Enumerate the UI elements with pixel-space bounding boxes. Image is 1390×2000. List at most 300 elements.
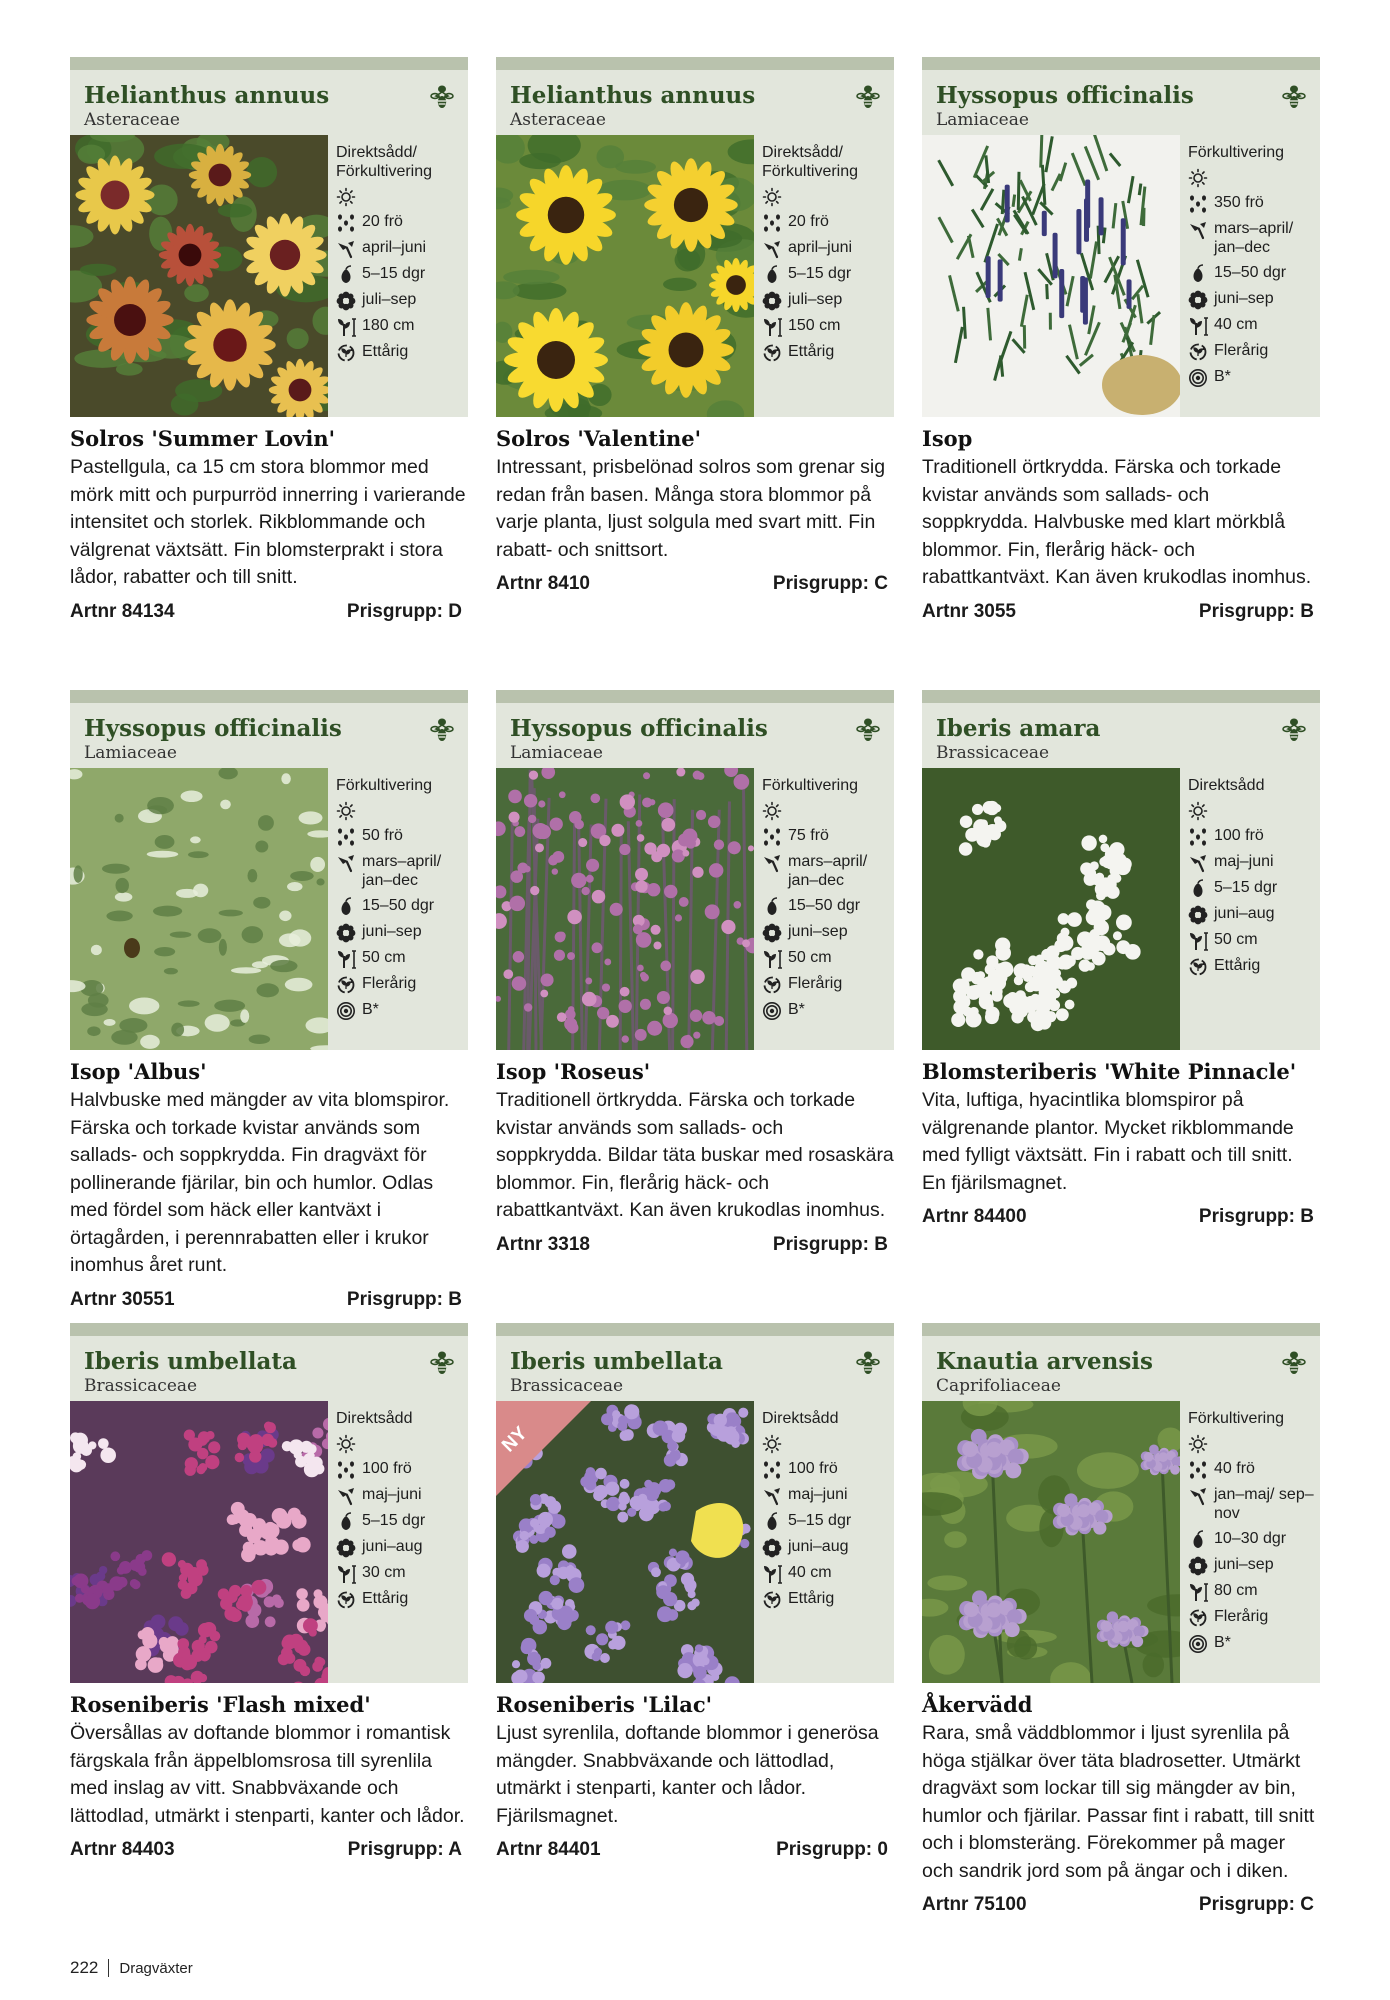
attribute-row xyxy=(1188,853,1318,873)
cultivation-info xyxy=(1188,144,1318,388)
product-description: Traditionell örtkrydda. Färska och torkade kvistar används som sallads- och soppkrydda. Halvbuske med klart mörkblå blommor. Fin, flerårig häck- och rabattkantväxt. Kan även krukodlas inomhus. xyxy=(922,456,1312,588)
plant-family: Lamiaceae xyxy=(936,110,1029,130)
card-header xyxy=(70,690,468,1050)
lifecycle-icon xyxy=(1188,1608,1208,1628)
attribute-value: Ettårig xyxy=(1214,956,1261,974)
attribute-row xyxy=(762,1486,892,1506)
attribute-value: maj–juni xyxy=(362,1485,422,1503)
card-header xyxy=(922,57,1320,417)
price-group xyxy=(776,1839,888,1861)
section-name: Dragväxter xyxy=(119,1959,193,1977)
card-header xyxy=(496,690,894,1050)
attribute-row xyxy=(1188,342,1318,362)
artnr-value: 84400 xyxy=(973,1206,1027,1227)
sowing-icon xyxy=(762,853,782,873)
plant-photo xyxy=(922,768,1180,1050)
artnr-label: Artnr xyxy=(922,600,969,622)
prisgrupp-value: A xyxy=(448,1839,462,1860)
flower-icon xyxy=(336,1538,356,1558)
scientific-name: Helianthus annuus xyxy=(84,82,330,109)
product-footer xyxy=(70,1839,468,1861)
attribute-row xyxy=(336,239,466,259)
height-icon xyxy=(336,1564,356,1584)
sun-icon xyxy=(1188,1434,1208,1454)
new-badge-label: NY xyxy=(498,1422,532,1457)
attribute-value: 50 cm xyxy=(788,948,832,966)
cultivation-info xyxy=(762,1410,892,1610)
attribute-row xyxy=(1188,194,1318,214)
germination-icon xyxy=(1188,879,1208,899)
germination-icon xyxy=(336,265,356,285)
attribute-row xyxy=(762,213,892,233)
attribute-value: B* xyxy=(1214,367,1231,385)
lifecycle-icon xyxy=(336,975,356,995)
lifecycle-icon xyxy=(762,343,782,363)
lifecycle-icon xyxy=(1188,957,1208,977)
attribute-value: juni–aug xyxy=(362,1537,423,1555)
cultivation-info xyxy=(336,1410,466,1610)
attribute-row xyxy=(762,1512,892,1532)
height-icon xyxy=(336,949,356,969)
product-description: Rara, små väddblommor i ljust syrenlila på höga stjälkar över täta bladrosetter. Utmärkt dragväxt som lockar till sig mängder av bin, humlor och fjärilar. Passar fint i rabatt, till snitt och i blomsteräng. Förekommer på mager och sandrik jord som på ängar och i diken. xyxy=(922,1722,1315,1882)
bee-icon xyxy=(1282,717,1306,745)
seeds-icon xyxy=(1188,194,1208,214)
attribute-row xyxy=(762,291,892,311)
product-name: Solros 'Summer Lovin' xyxy=(70,426,336,451)
attribute-value: maj–juni xyxy=(1214,852,1274,870)
attribute-row xyxy=(336,1434,466,1454)
height-icon xyxy=(1188,1582,1208,1602)
sun-icon xyxy=(1188,168,1208,188)
cultivation-method: Förkultivering xyxy=(1188,144,1285,161)
sowing-icon xyxy=(1188,1486,1208,1506)
attribute-value: 10–30 dgr xyxy=(1214,1529,1287,1547)
attribute-row xyxy=(762,801,892,821)
cultivation-info xyxy=(336,144,466,363)
product-card xyxy=(922,690,1320,1228)
attribute-row xyxy=(336,1460,466,1480)
attribute-row xyxy=(1188,801,1318,821)
attribute-row xyxy=(1188,1486,1318,1524)
footer-divider xyxy=(108,1959,109,1977)
plant-family: Lamiaceae xyxy=(510,743,603,763)
price-group xyxy=(773,573,888,595)
sowing-icon xyxy=(336,1486,356,1506)
product-footer xyxy=(496,1234,894,1256)
attribute-row xyxy=(336,1001,466,1021)
attribute-value: B* xyxy=(1214,1633,1231,1651)
attribute-row xyxy=(1188,1556,1318,1576)
attribute-row xyxy=(336,853,466,891)
product-card xyxy=(70,57,468,623)
attribute-row xyxy=(336,291,466,311)
plant-family: Asteraceae xyxy=(510,110,606,130)
artnr-value: 84134 xyxy=(121,600,175,622)
attribute-value: mars–april/ jan–dec xyxy=(1214,219,1294,256)
attribute-value: 100 frö xyxy=(362,1459,412,1477)
sowing-icon xyxy=(336,853,356,873)
attribute-value: Ettårig xyxy=(788,1589,835,1607)
article-number xyxy=(496,1839,601,1861)
bee-icon xyxy=(1282,1350,1306,1378)
bee-icon xyxy=(430,1350,454,1378)
card-header xyxy=(922,690,1320,1050)
lifecycle-icon xyxy=(336,343,356,363)
attribute-row xyxy=(1188,1608,1318,1628)
product-footer xyxy=(922,1894,1320,1916)
product-footer xyxy=(496,1839,894,1861)
product-name: Åkervädd xyxy=(922,1692,1033,1717)
sun-icon xyxy=(336,1434,356,1454)
attribute-row xyxy=(1188,931,1318,951)
attribute-value: Flerårig xyxy=(362,974,417,992)
attribute-value: juli–sep xyxy=(362,290,417,308)
product-card xyxy=(70,690,468,1311)
attribute-row xyxy=(762,317,892,337)
bee-icon xyxy=(430,84,454,112)
height-icon xyxy=(1188,316,1208,336)
bee-icon xyxy=(856,717,880,745)
plant-photo xyxy=(496,135,754,417)
lifecycle-icon xyxy=(1188,342,1208,362)
height-icon xyxy=(762,1564,782,1584)
plant-family: Brassicaceae xyxy=(84,1376,198,1396)
article-number xyxy=(496,573,590,595)
artnr-label: Artnr xyxy=(70,600,117,622)
attribute-row xyxy=(336,827,466,847)
article-number xyxy=(70,1289,175,1311)
attribute-row xyxy=(762,343,892,363)
attribute-value: juni–aug xyxy=(788,1537,849,1555)
artnr-value: 75100 xyxy=(973,1894,1027,1915)
flower-icon xyxy=(1188,290,1208,310)
card-header xyxy=(496,1323,894,1683)
attribute-row xyxy=(336,975,466,995)
attribute-row xyxy=(762,1564,892,1584)
sowing-icon xyxy=(1188,220,1208,240)
flower-icon xyxy=(762,923,782,943)
article-number xyxy=(496,1234,590,1256)
price-group xyxy=(348,1839,462,1861)
prisgrupp-label: Prisgrupp: xyxy=(1198,600,1295,622)
attribute-row xyxy=(336,317,466,337)
attribute-row xyxy=(762,897,892,917)
attribute-value: juni–sep xyxy=(788,922,848,940)
seeds-icon xyxy=(336,213,356,233)
height-icon xyxy=(336,317,356,337)
attribute-value: 180 cm xyxy=(362,316,415,334)
hardiness-icon xyxy=(1188,368,1208,388)
bee-icon xyxy=(856,1350,880,1378)
sun-icon xyxy=(1188,801,1208,821)
prisgrupp-value: C xyxy=(874,573,888,594)
attribute-value: 80 cm xyxy=(1214,1581,1258,1599)
product-name: Blomsteriberis 'White Pinnacle' xyxy=(922,1059,1297,1084)
product-name: Roseniberis 'Flash mixed' xyxy=(70,1692,371,1717)
attribute-value: 50 cm xyxy=(362,948,406,966)
prisgrupp-label: Prisgrupp: xyxy=(347,1839,444,1860)
hardiness-icon xyxy=(336,1001,356,1021)
prisgrupp-value: B xyxy=(874,1233,888,1255)
seeds-icon xyxy=(762,213,782,233)
product-description: Halvbuske med mängder av vita blomspiror. Färska och torkade kvistar används som sallads- och soppkrydda. Fin dragväxt för pollinerande fjärilar, bin och humlor. Odlas med fördel som häck eller kantväxt i örtagården, i perennrabatten eller i krukor inomhus året runt. xyxy=(70,1089,450,1276)
attribute-value: 20 frö xyxy=(788,212,829,230)
lifecycle-icon xyxy=(762,975,782,995)
product-footer xyxy=(496,573,894,595)
germination-icon xyxy=(762,265,782,285)
seeds-icon xyxy=(762,1460,782,1480)
prisgrupp-value: B xyxy=(1300,1206,1314,1227)
plant-family: Asteraceae xyxy=(84,110,180,130)
attribute-value: jan–maj/ sep–nov xyxy=(1214,1485,1314,1522)
seeds-icon xyxy=(336,827,356,847)
artnr-label: Artnr xyxy=(496,1233,543,1255)
height-icon xyxy=(762,949,782,969)
attribute-row xyxy=(1188,1634,1318,1654)
attribute-value: 5–15 dgr xyxy=(788,264,852,282)
attribute-row xyxy=(336,897,466,917)
plant-photo xyxy=(496,1401,754,1683)
attribute-row xyxy=(762,1538,892,1558)
attribute-value: 15–50 dgr xyxy=(362,896,435,914)
prisgrupp-label: Prisgrupp: xyxy=(776,1839,873,1860)
prisgrupp-label: Prisgrupp: xyxy=(1198,1894,1295,1915)
card-header xyxy=(922,1323,1320,1683)
artnr-value: 30551 xyxy=(121,1288,175,1310)
prisgrupp-label: Prisgrupp: xyxy=(346,600,443,622)
price-group xyxy=(1199,601,1314,623)
attribute-row xyxy=(1188,368,1318,388)
sun-icon xyxy=(762,187,782,207)
attribute-row xyxy=(762,923,892,943)
card-header xyxy=(70,57,468,417)
attribute-row xyxy=(762,187,892,207)
attribute-value: juni–aug xyxy=(1214,904,1275,922)
scientific-name: Hyssopus officinalis xyxy=(84,715,342,742)
attribute-value: B* xyxy=(788,1000,805,1018)
attribute-row xyxy=(1188,290,1318,310)
attribute-row xyxy=(336,1486,466,1506)
product-footer xyxy=(70,1289,468,1311)
product-footer xyxy=(922,601,1320,623)
attribute-row xyxy=(1188,168,1318,188)
attribute-value: 50 cm xyxy=(1214,930,1258,948)
product-card xyxy=(496,1323,894,1861)
attribute-value: 15–50 dgr xyxy=(788,896,861,914)
attribute-value: 5–15 dgr xyxy=(1214,878,1278,896)
prisgrupp-value: D xyxy=(448,600,462,622)
attribute-value: Flerårig xyxy=(1214,1607,1269,1625)
attribute-row xyxy=(336,1538,466,1558)
germination-icon xyxy=(1188,1530,1208,1550)
article-number xyxy=(70,601,175,623)
product-card xyxy=(922,57,1320,623)
plant-photo xyxy=(70,1401,328,1683)
sowing-icon xyxy=(762,1486,782,1506)
attribute-row xyxy=(762,1590,892,1610)
cultivation-info xyxy=(1188,777,1318,977)
cultivation-info xyxy=(762,144,892,363)
cultivation-method: Förkultivering xyxy=(336,777,433,794)
seeds-icon xyxy=(1188,1460,1208,1480)
attribute-value: 30 cm xyxy=(362,1563,406,1581)
attribute-value: 350 frö xyxy=(1214,193,1264,211)
new-badge xyxy=(496,1401,591,1496)
flower-icon xyxy=(762,291,782,311)
germination-icon xyxy=(762,897,782,917)
attribute-value: juni–sep xyxy=(1214,289,1274,307)
sun-icon xyxy=(336,801,356,821)
product-description: Intressant, prisbelönad solros som grenar sig redan från basen. Många stora blommor på varje planta, ljust solgula med svart mitt. Fin rabatt- och snittsort. xyxy=(496,456,886,561)
seeds-icon xyxy=(1188,827,1208,847)
attribute-row xyxy=(336,1512,466,1532)
attribute-value: 75 frö xyxy=(788,826,829,844)
plant-photo xyxy=(922,135,1180,417)
sun-icon xyxy=(762,1434,782,1454)
artnr-label: Artnr xyxy=(496,573,543,594)
cultivation-info xyxy=(762,777,892,1021)
article-number xyxy=(922,601,1016,623)
plant-family: Lamiaceae xyxy=(84,743,177,763)
product-footer xyxy=(922,1206,1320,1228)
attribute-value: april–juni xyxy=(362,238,427,256)
sun-icon xyxy=(762,801,782,821)
price-group xyxy=(347,1289,462,1311)
germination-icon xyxy=(336,897,356,917)
attribute-row xyxy=(336,265,466,285)
page-number: 222 xyxy=(70,1958,99,1977)
attribute-row xyxy=(762,853,892,891)
attribute-value: 5–15 dgr xyxy=(362,1511,426,1529)
attribute-value: juli–sep xyxy=(788,290,843,308)
attribute-value: april–juni xyxy=(788,238,853,256)
cultivation-method: Förkultivering xyxy=(1188,1410,1285,1427)
bee-icon xyxy=(430,717,454,745)
attribute-row xyxy=(1188,1582,1318,1602)
attribute-row xyxy=(336,1590,466,1610)
cultivation-method: Direktsådd/ Förkultivering xyxy=(762,144,859,180)
attribute-row xyxy=(1188,316,1318,336)
flower-icon xyxy=(762,1538,782,1558)
artnr-label: Artnr xyxy=(70,1288,117,1310)
germination-icon xyxy=(762,1512,782,1532)
artnr-label: Artnr xyxy=(922,1894,969,1915)
attribute-value: Ettårig xyxy=(362,342,409,360)
attribute-value: 40 frö xyxy=(1214,1459,1255,1477)
bee-icon xyxy=(1282,84,1306,112)
artnr-value: 3055 xyxy=(973,600,1017,622)
attribute-row xyxy=(336,949,466,969)
attribute-row xyxy=(1188,827,1318,847)
attribute-row xyxy=(762,1434,892,1454)
product-description: Vita, luftiga, hyacintlika blomspiror på välgrenande plantor. Mycket rikblommande med fylligt växtsätt. Fin i rabatt och till snitt. En fjärilsmagnet. xyxy=(922,1089,1294,1194)
germination-icon xyxy=(1188,264,1208,284)
attribute-value: 40 cm xyxy=(1214,315,1258,333)
product-description: Pastellgula, ca 15 cm stora blommor med mörk mitt och purpurröd innerring i varierande intensitet och storlek. Rikblommande och välgrenat växtsätt. Fin blomsterprakt i stora lådor, rabatter och till snitt. xyxy=(70,456,466,588)
germination-icon xyxy=(336,1512,356,1532)
product-footer xyxy=(70,601,468,623)
hardiness-icon xyxy=(1188,1634,1208,1654)
plant-photo xyxy=(496,768,754,1050)
product-card xyxy=(70,1323,468,1861)
attribute-value: Flerårig xyxy=(788,974,843,992)
flower-icon xyxy=(1188,1556,1208,1576)
attribute-value: Flerårig xyxy=(1214,341,1269,359)
price-group xyxy=(1199,1206,1314,1228)
plant-family: Caprifoliaceae xyxy=(936,1376,1061,1396)
lifecycle-icon xyxy=(336,1590,356,1610)
attribute-row xyxy=(1188,220,1318,258)
attribute-row xyxy=(762,975,892,995)
height-icon xyxy=(1188,931,1208,951)
prisgrupp-label: Prisgrupp: xyxy=(772,573,869,594)
scientific-name: Iberis umbellata xyxy=(84,1348,297,1375)
sowing-icon xyxy=(762,239,782,259)
attribute-row xyxy=(336,187,466,207)
cultivation-method: Förkultivering xyxy=(762,777,859,794)
product-name: Solros 'Valentine' xyxy=(496,426,702,451)
article-number xyxy=(70,1839,175,1861)
attribute-value: mars–april/ jan–dec xyxy=(788,852,868,889)
attribute-value: juni–sep xyxy=(1214,1555,1274,1573)
attribute-row xyxy=(762,1001,892,1021)
flower-icon xyxy=(336,923,356,943)
scientific-name: Knautia arvensis xyxy=(936,1348,1153,1375)
attribute-value: 5–15 dgr xyxy=(362,264,426,282)
attribute-value: maj–juni xyxy=(788,1485,848,1503)
price-group xyxy=(773,1234,888,1256)
height-icon xyxy=(762,317,782,337)
attribute-row xyxy=(336,1564,466,1584)
artnr-label: Artnr xyxy=(922,1206,969,1227)
attribute-value: 150 cm xyxy=(788,316,841,334)
attribute-row xyxy=(762,827,892,847)
product-name: Isop 'Albus' xyxy=(70,1059,207,1084)
seeds-icon xyxy=(762,827,782,847)
scientific-name: Hyssopus officinalis xyxy=(936,82,1194,109)
artnr-value: 8410 xyxy=(547,573,591,594)
prisgrupp-label: Prisgrupp: xyxy=(346,1288,443,1310)
flower-icon xyxy=(1188,905,1208,925)
hardiness-icon xyxy=(762,1001,782,1021)
attribute-row xyxy=(762,949,892,969)
artnr-value: 84403 xyxy=(121,1839,175,1860)
price-group xyxy=(1199,1894,1314,1916)
attribute-row xyxy=(336,923,466,943)
attribute-value: 20 frö xyxy=(362,212,403,230)
attribute-value: juni–sep xyxy=(362,922,422,940)
prisgrupp-label: Prisgrupp: xyxy=(1198,1206,1295,1227)
attribute-value: 50 frö xyxy=(362,826,403,844)
artnr-label: Artnr xyxy=(496,1839,543,1860)
attribute-row xyxy=(336,343,466,363)
sowing-icon xyxy=(336,239,356,259)
product-name: Isop 'Roseus' xyxy=(496,1059,651,1084)
attribute-row xyxy=(1188,1460,1318,1480)
product-name: Isop xyxy=(922,426,973,451)
attribute-row xyxy=(1188,1530,1318,1550)
artnr-value: 3318 xyxy=(547,1233,591,1255)
attribute-row xyxy=(762,1460,892,1480)
flower-icon xyxy=(336,291,356,311)
artnr-value: 84401 xyxy=(547,1839,601,1860)
sowing-icon xyxy=(1188,853,1208,873)
attribute-value: B* xyxy=(362,1000,379,1018)
attribute-value: 100 frö xyxy=(788,1459,838,1477)
cultivation-info xyxy=(336,777,466,1021)
plant-photo xyxy=(70,135,328,417)
seeds-icon xyxy=(336,1460,356,1480)
